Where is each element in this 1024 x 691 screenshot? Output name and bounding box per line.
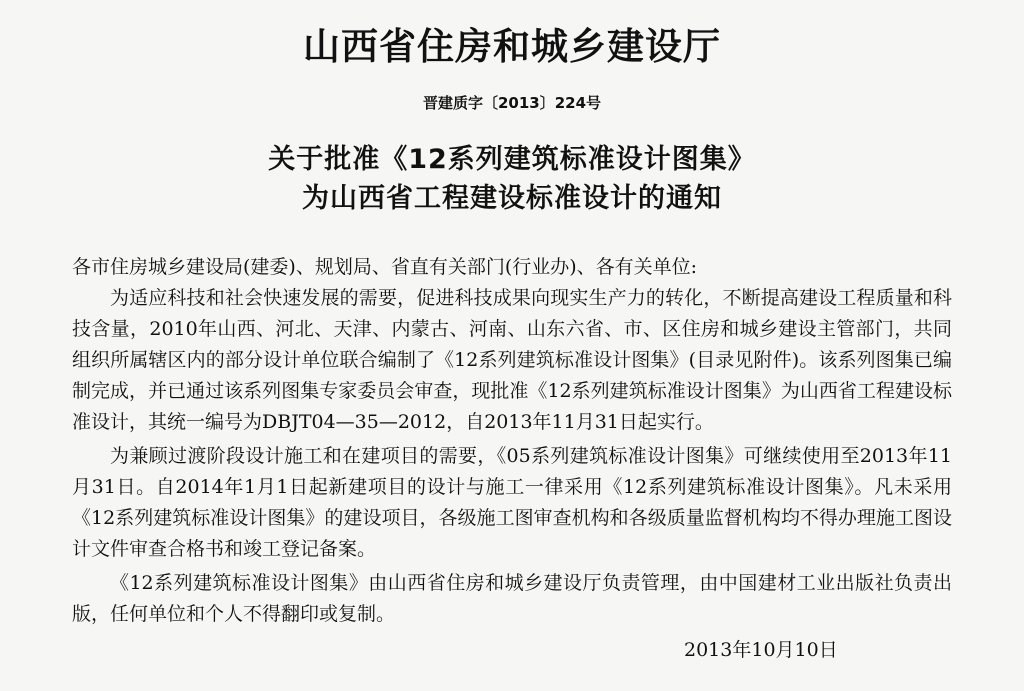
salutation: 各市住房城乡建设局(建委)、规划局、省直有关部门(行业办)、各有关单位: <box>72 256 698 278</box>
document-title-line-1: 关于批准《12系列建筑标准设计图集》 <box>268 144 756 175</box>
document-body <box>72 252 952 630</box>
paragraph-3: 《12系列建筑标准设计图集》由山西省住房和城乡建设厅负责管理，由中国建材工业出版社负责出版，任何单位和个人不得翻印或复制。 <box>72 572 952 625</box>
paragraph-2: 为兼顾过渡阶段设计施工和在建项目的需要，《05系列建筑标准设计图集》可继续使用至2013年11月31日。自2014年1月1日起新建项目的设计与施工一律采用《12系列建筑标准设计图集》。凡未采用《12系列建筑标准设计图集》的建设项目，各级施工图审查机构和各级质量监督机构均不得办理施工图设计文件审查合格书和竣工登记备案。 <box>72 445 952 560</box>
paragraph-1: 为适应科技和社会快速发展的需要，促进科技成果向现实生产力的转化，不断提高建设工程质量和科技含量，2010年山西、河北、天津、内蒙古、河南、山东六省、市、区住房和城乡建设主管部门，共同组织所属辖区内的部分设计单位联合编制了《12系列建筑标准设计图集》(目录见附件)。该系列图集已编制完成，并已通过该系列图集专家委员会审查，现批准《12系列建筑标准设计图集》为山西省工程建设标准设计，其统一编号为DBJT04—35—2012，自2013年11月31日起实行。 <box>72 287 952 433</box>
document-title-line-2: 为山西省工程建设标准设计的通知 <box>302 183 722 214</box>
issue-date: 2013年10月10日 <box>684 639 838 661</box>
document-number: 晋建质字〔2013〕224号 <box>422 94 602 112</box>
issuer-name: 山西省住房和城乡建设厅 <box>303 25 721 68</box>
